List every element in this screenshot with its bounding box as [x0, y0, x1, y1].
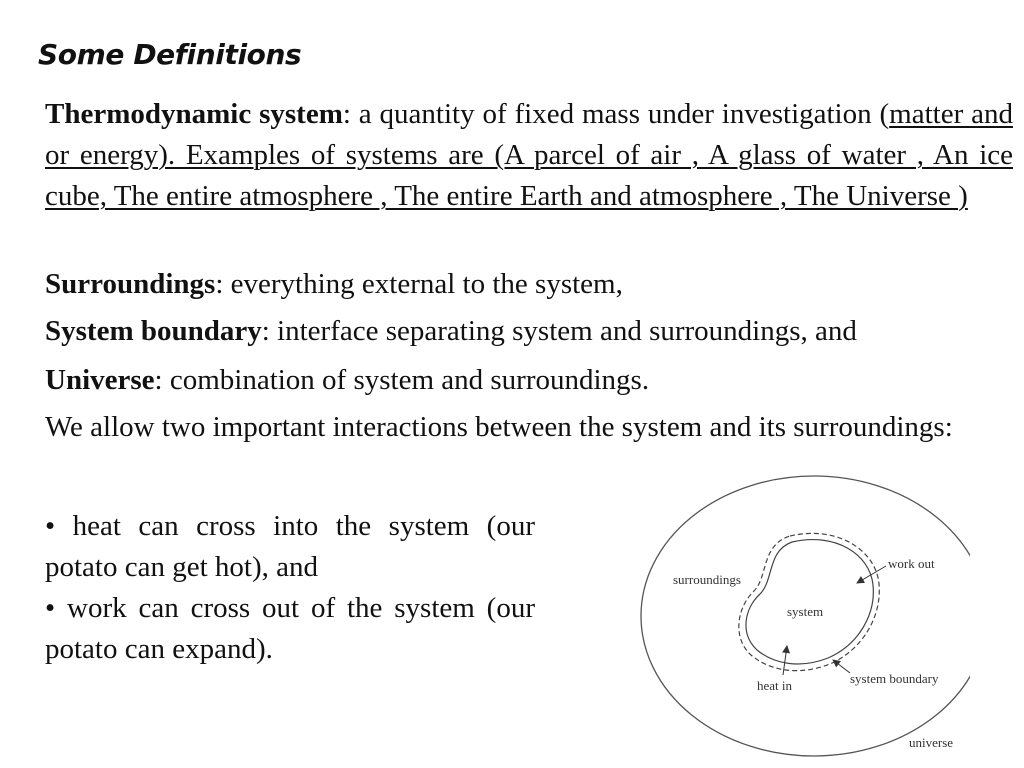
heat-in-label: heat in [757, 678, 793, 693]
universe-definition [45, 360, 1013, 401]
system-boundary-label: system boundary [850, 671, 939, 686]
interactions-intro: We allow two important interactions between the system and its surroundings: [45, 411, 953, 443]
thermodynamic-system-term: Thermodynamic system [45, 98, 343, 130]
system-label: system [787, 604, 824, 619]
thermodynamic-system-definition [45, 94, 1013, 217]
system-boundary-dashed [739, 533, 879, 670]
universe-label: universe [909, 735, 954, 750]
system-outline [746, 540, 873, 664]
surroundings-term: Surroundings [45, 268, 216, 300]
bullet-work: • work can cross out of the system (our potato can expand). [45, 592, 535, 665]
surroundings-description: : everything external to the system, [215, 268, 623, 300]
system-examples: matter and or energy). Examples of systems are (A parcel of air , A glass of water , An ice cube, The entire atmosphere , The entire Earth and atmosphere , The Universe ) [45, 98, 1013, 212]
system-diagram [630, 470, 970, 762]
surroundings-label: surroundings [673, 572, 741, 587]
system-boundary-description: : interface separating system and surroundings, and [261, 315, 857, 347]
work-out-arrow [857, 566, 886, 583]
universe-term: Universe [45, 364, 155, 396]
universe-description: : combination of system and surroundings. [154, 364, 650, 396]
thermodynamic-system-description: : a quantity of fixed mass under investigation ( [342, 98, 890, 130]
system-boundary-term: System boundary [45, 315, 262, 347]
system-boundary-definition [45, 311, 1013, 352]
work-out-label: work out [888, 556, 935, 571]
bullet-heat: • heat can cross into the system (our potato can get hot), and [45, 510, 535, 583]
interaction-list [45, 506, 535, 670]
slide-title: Some Definitions [38, 38, 302, 71]
system-boundary-arrow [833, 660, 850, 673]
surroundings-definition [45, 264, 1013, 305]
